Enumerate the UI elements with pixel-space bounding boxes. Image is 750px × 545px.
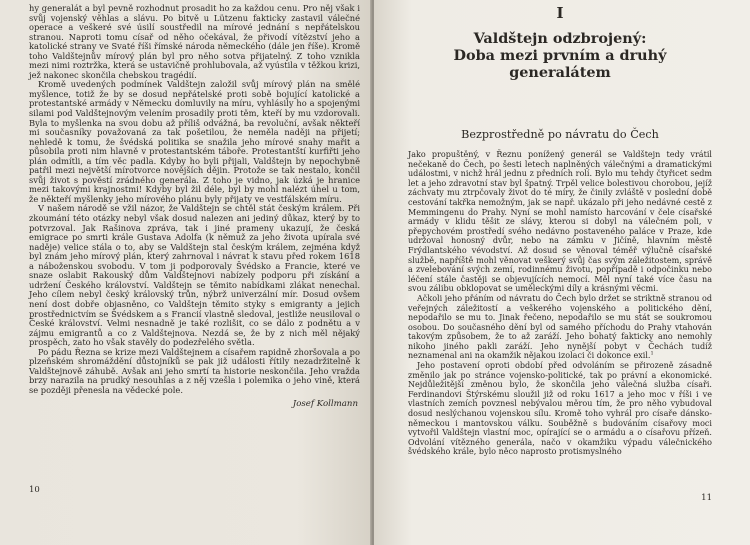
paragraph: Jeho postavení oproti období před odvoláním se přirozeně zásadně změnilo jak po stránce vojensko-politické, tak po právní a ekonomické. Nejdůležitější změnou bylo, že skončila jeho válečná služba císaři. Ferdinandovi Štýrskému sloužil již od roku 1617 a jeho moc v říši i ve vlastních zemích povznesl nebývalou měrou tím, že pro něho vybudoval dosud neslýchanou vojenskou sílu. Kromě toho vyhrál pro císaře dánsko-německou i mantovskou válku. Souběžně s budováním císařovy moci vytvořil Valdštejn vlastní moc, opírající se o armádu a o císařovu přízeň. Odvolání vítězného generála, načo v okamžiku výpadu válečnického švédského krále, bylo něco naprosto protismyslného xyxy=(408,361,712,457)
left-page-text xyxy=(29,4,360,395)
left-page xyxy=(0,0,372,545)
right-page xyxy=(374,0,750,545)
chapter-title-line: Valdštejn odzbrojený: xyxy=(473,30,647,47)
paragraph: V našem národě se vžil názor, že Valdštejn se chtěl stát českým králem. Při zkoumání této otázky nebyl však dosud nalezen ani jediný důkaz, který by to potvrzoval. Jak Rašinova zpráva, tak i jiné prameny ukazují, že česká emigrace po smrti krále Gustava Adolfa (k němuž za jeho života upírala své naděje) velice stála o to, aby se Valdštejn stal českým králem, zejména když byl znám jeho mírový plán, který zahrnoval i návrat k stavu před rokem 1618 a náboženskou svobodu. V tom ji podporovaly Švédsko a Francie, které ve snaze oslabit Rakouský dům Valdštejnovi nabízely podporu při získání a udržení Českého království. Valdštejn se těmito nabídkami zlákat nenechal. Jeho cílem nebyl český královský trůn, nýbrž univerzální mír. Dosud ovšem není dost dobře objasněno, co Valdštejn těmito styky s emigranty a jejich prostřednictvím se Švédskem a s Francií vlastně sledoval, jestliže neusiloval o České království. Velmi nesnadně je také rozlišit, co se dálo z podnětu a v zájmu emigrantů a co z Valdštejnova. Nezdá se, že by z nich měl nějaký prospěch, zato ho však stavěly do podezřelého světla. xyxy=(29,203,360,348)
paragraph: hy generalát a byl pevně rozhodnut prosadit ho za každou cenu. Pro něj však i svůj vojenský věhlas a slávu. Po bitvě u Lützenu fakticky zastavil válečné operace a veškeré své úsilí soustředil na mírové jednání s nepřátelskou stranou. Naproti tomu císař od něho očekával, že přivodí vítězství jeho a katolické strany ve Svaté říši římské národa německého (dále jen říše). Kromě toho Valdštejnův mírový plán byl pro něho sotva přijatelný. Z toho vznikla mezi nimi roztržka, která se ustavičně prohlubovala, až vyústila v těžkou krizi, jež nakonec skončila chebskou tragédií. xyxy=(29,3,360,80)
right-page-text xyxy=(408,150,712,457)
paragraph xyxy=(408,294,712,361)
paragraph-text: Ačkoli jeho přáním od návratu do Čech bylo držet se striktně stranou od veřejných záležitostí a veškerého vojenského a politického dění, nepodařilo se mu to. Jinak řečeno, nepodařilo se mu stát se soukromou osobou. Do současného dění byl od samého příchodu do Prahy vtahován takovým způsobem, že to až zaráží. Jeho bohatý fakticky ano nemohly nikoho jiného pakli zaráží. Jeho nynější pobyt v Čechách tudíž neznamenal ani na okamžik nějakou izolaci či dokonce exil. xyxy=(408,293,712,361)
chapter-number: I xyxy=(556,4,564,22)
paragraph: Jako propuštěný, v Řeznu ponížený generál se Valdštejn tedy vrátil nečekaně do Čech, po šesti letech naplněných válečnými a dramatickými událostmi, v nichž hrál jednu z předních rolí. Bylo mu tehdy čtyřicet sedm let a jeho zdravotní stav byl špatný. Trpěl velice bolestivou chorobou, jejíž záchvaty mu ztrpčovaly život do té míry, že činily zvláště v poslední době cestování takřka nemožným, jak se např. ukázalo při jeho nedávné cestě z Memmingenu do Prahy. Nyní se mohl namísto harcování v čele císařské armády v klidu těšit ze slávy, kterou si dobyl na válečném poli, v přepychovém prostředí svého nedávno postaveného paláce v Praze, kde udržoval honosný dvůr, nebo na zámku v Jičíně, hlavním městě Frýdlantského vévodství. Až dosud se věnoval téměř výlučně císařské službě, napříště mohl věnovat veškerý svůj čas svým záležitostem, správě a zvelebování svých zemí, rodinnému životu, popřípadě i odpočinku nebo léčení stále častěji se objevujících nemocí. Měl nyní také více času na svou zálibu obklopovat se uměleckými díly a krásnými věcmi. xyxy=(408,150,712,294)
chapter-title xyxy=(408,30,712,81)
footnote-reference: 1 xyxy=(650,350,654,357)
chapter-title-line: Doba mezi prvním a druhý generalátem xyxy=(453,47,667,81)
page-number-right: 11 xyxy=(701,493,712,503)
page-number-left: 10 xyxy=(29,485,40,495)
paragraph: Po pádu Řezna se krize mezi Valdštejnem a císařem rapidně zhoršovala a po plzeňském shromáždění důstojníků se pak již události řítily nezadržitelně k Valdštejnově záhubě. Avšak ani jeho smrtí ta historie neskončila. Jeho vražda brzy narazila na prudký nesouhlas a z něj vzešla i polemika o jeho vině, která se později přenesla na vědecké pole. xyxy=(29,346,360,395)
paragraph: Kromě uvedených podmínek Valdštejn založil svůj mírový plán na smělé myšlence, totiž že by se dosud nepřátelské proti sobě bojující katolické a protestantské armády v Německu domluvily na míru, vyhlásily ho a spojenými silami pod Valdštejnovým velením prosadily proti těm, kteří by mu vzdorovali. Byla to myšlenka na svou dobu až příliš odvážná, ba revoluční, avšak někteří mi současníky považovaná za tak pošetilou, že neměla naději na přijetí; nehledě k tomu, že švédská politika se snažila jeho mírové snahy mařit a působila proti nim hlavně v protestantském táboře. Protestantští kurfiřti jeho plán odmítli, a tím věc padla. Kdyby ho byli přijali, Valdštejn by nepochybně patřil mezi největší mírotvorce novějších dějin. Protože se tak nestalo, končil svůj život s pověstí zrádného generála. Z toho je vidno, jak úzká je hranice mezi takovými krajnostmi! Kdyby byl žil déle, byl by mohl nalézt úhel u tom, že někteří myšlenky jeho mírového plánu byly přijaty ve vestfálském míru. xyxy=(29,79,360,204)
section-title: Bezprostředně po návratu do Čech xyxy=(461,128,659,141)
author-signature: Josef Kollmann xyxy=(292,399,358,410)
